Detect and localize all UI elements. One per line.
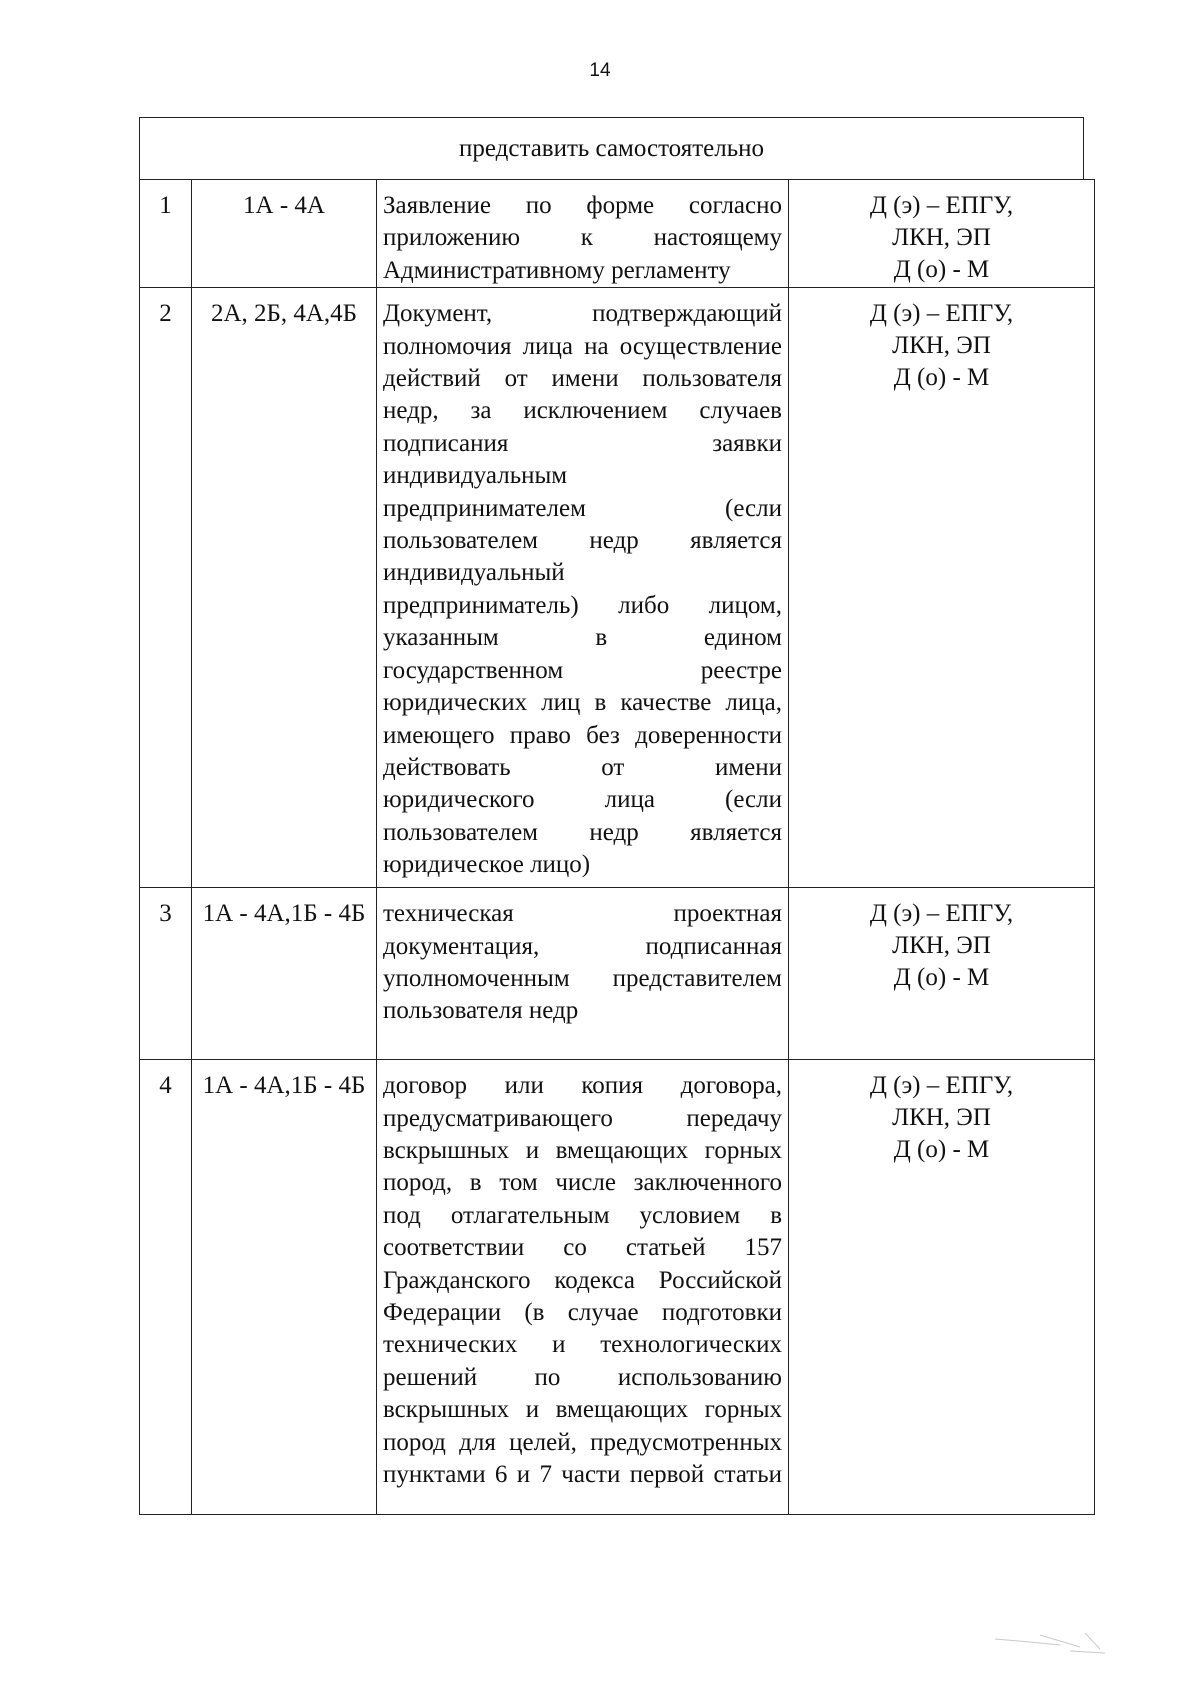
description-line: действовать от имени: [383, 753, 782, 781]
description-line: соответствии со статьей 157: [383, 1234, 782, 1262]
method-line: Д (э) – ЕПГУ,: [869, 192, 1014, 219]
row-description: [377, 888, 789, 1060]
description-line: имеющего право без доверенности: [383, 721, 782, 749]
row-submission-method: [789, 180, 1095, 288]
description-line: вскрышных и вмещающих горных: [383, 1137, 782, 1165]
description-line: предприниматель) либо лицом,: [383, 591, 782, 619]
description-line: приложению к настоящему: [383, 224, 782, 252]
scan-artifact-mark: [990, 1627, 1110, 1657]
table-row: [140, 288, 1095, 888]
method-line: Д (о) - М: [893, 964, 990, 992]
table-row: [140, 180, 1095, 288]
row-codes: 1А - 4А: [192, 180, 377, 288]
documents-table: [139, 179, 1095, 1515]
description-line: юридических лиц в качестве лица,: [383, 689, 782, 717]
description-line: технических и технологических: [383, 1331, 782, 1359]
description-line: Гражданского кодекса Российской: [383, 1266, 782, 1294]
row-number: 4: [140, 1060, 192, 1515]
description-line: полномочия лица на осуществление: [383, 332, 782, 360]
description-line: пород для целей, предусмотренных: [383, 1428, 782, 1456]
description-line: предусматривающего передачу: [383, 1104, 782, 1132]
description-line: юридическое лицо): [383, 851, 591, 879]
description-line: пользователем недр является: [383, 527, 782, 555]
description-line: пользователя недр: [383, 997, 579, 1025]
description-line: недр, за исключением случаев: [383, 397, 782, 425]
description-line: подписания заявки: [383, 429, 782, 457]
description-line: вскрышных и вмещающих горных: [383, 1396, 782, 1424]
method-line: ЛКН, ЭП: [892, 1104, 991, 1132]
method-line: Д (э) – ЕПГУ,: [869, 900, 1014, 928]
row-number: 2: [140, 288, 192, 888]
method-line: ЛКН, ЭП: [892, 932, 991, 960]
description-line: Административному регламенту: [383, 256, 731, 284]
description-line: пород, в том числе заключенного: [383, 1169, 782, 1197]
description-line: индивидуальный: [383, 559, 565, 587]
method-line: Д (о) - М: [893, 1136, 990, 1164]
description-line: Документ, подтверждающий: [383, 300, 782, 328]
description-line: под отлагательным условием в: [383, 1201, 782, 1229]
table-row: [140, 1060, 1095, 1515]
row-number: 3: [140, 888, 192, 1060]
table-row: [140, 888, 1095, 1060]
description-line: Заявление по форме согласно: [383, 192, 782, 219]
method-line: Д (э) – ЕПГУ,: [869, 300, 1014, 328]
row-description: [377, 180, 789, 288]
description-line: документация, подписанная: [383, 932, 782, 960]
description-line: техническая проектная: [383, 900, 782, 928]
row-codes: 2А, 2Б, 4А,4Б: [192, 288, 377, 888]
method-line: Д (о) - М: [893, 256, 990, 283]
method-line: Д (э) – ЕПГУ,: [869, 1072, 1014, 1100]
row-codes: 1А - 4А,1Б - 4Б: [192, 888, 377, 1060]
row-description: [377, 1060, 789, 1515]
description-line: договор или копия договора,: [383, 1072, 782, 1100]
description-line: предпринимателем (если: [383, 494, 782, 522]
row-description: [377, 288, 789, 888]
row-submission-method: [789, 1060, 1095, 1515]
method-line: ЛКН, ЭП: [892, 332, 991, 360]
description-line: юридического лица (если: [383, 786, 782, 814]
description-line: решений по использованию: [383, 1363, 782, 1391]
description-line: уполномоченным представителем: [383, 965, 782, 993]
row-submission-method: [789, 288, 1095, 888]
description-line: государственном реестре: [383, 656, 782, 684]
method-line: ЛКН, ЭП: [892, 224, 991, 251]
table-body: [140, 180, 1095, 1515]
description-line: пользователем недр является: [383, 818, 782, 846]
description-line: индивидуальным: [383, 462, 568, 490]
description-line: действий от имени пользователя: [383, 365, 782, 393]
description-line: указанным в едином: [383, 624, 782, 652]
description-line: пунктами 6 и 7 части первой статьи: [383, 1461, 782, 1489]
method-line: Д (о) - М: [893, 364, 990, 392]
section-header: представить самостоятельно: [139, 117, 1084, 179]
description-line: Федерации (в случае подготовки: [383, 1299, 782, 1327]
row-submission-method: [789, 888, 1095, 1060]
row-number: 1: [140, 180, 192, 288]
row-codes: 1А - 4А,1Б - 4Б: [192, 1060, 377, 1515]
page-number: 14: [589, 60, 611, 81]
